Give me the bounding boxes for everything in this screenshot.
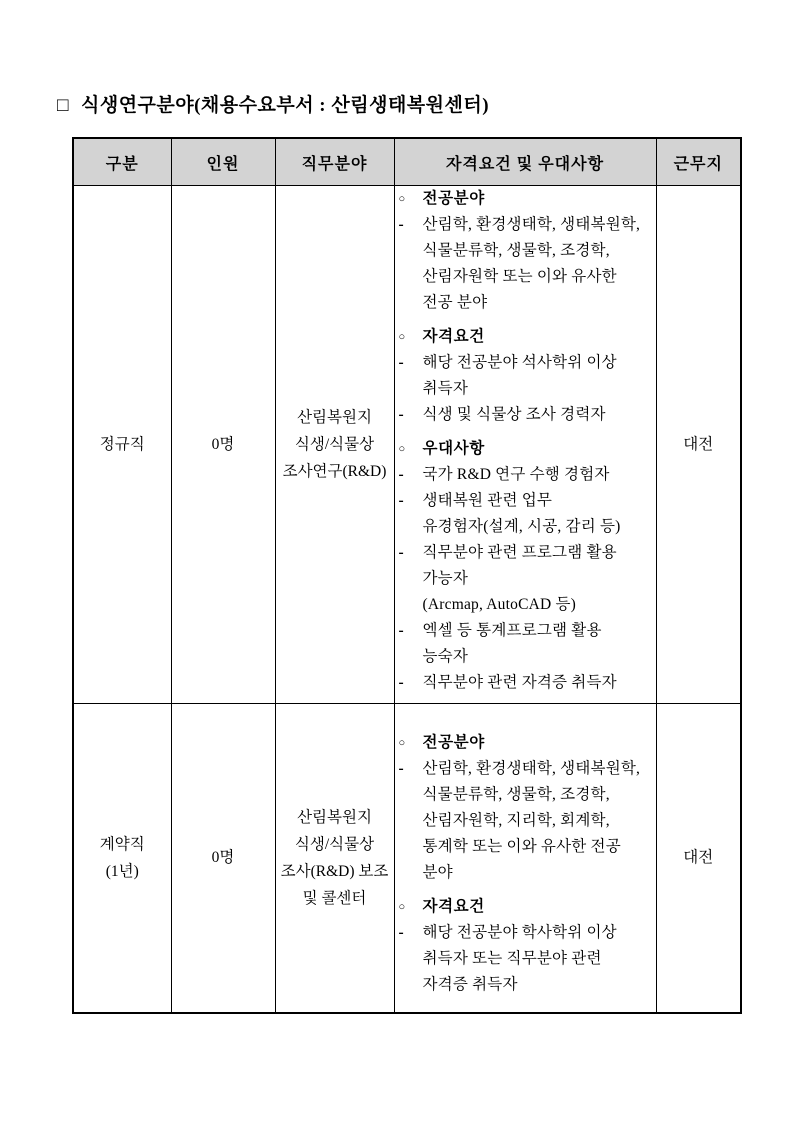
col-header-headcount: 인원 [171, 138, 275, 186]
qual-continuation-line: 전공 분야 [422, 294, 488, 311]
job-field-line: 산림복원지 [297, 808, 372, 826]
job-field-line: 및 콜센터 [302, 889, 367, 907]
qual-continuation-line: 가능자 [422, 570, 469, 587]
qual-section-heading: ○ 전공분야 [395, 186, 656, 212]
col-header-location: 근무지 [656, 138, 741, 186]
section-title [57, 90, 489, 117]
job-field-cell [275, 704, 394, 1013]
dash-bullet-icon: - [398, 924, 404, 941]
qual-continuation-line: (Arcmap, AutoCAD 등) [422, 596, 577, 613]
qualifications-cell [394, 704, 656, 1013]
dash-bullet-icon: - [398, 354, 404, 371]
qualifications-cell [394, 186, 656, 704]
qual-continuation-line: 취득자 [422, 380, 469, 397]
qual-continuation-line: 취득자 또는 직무분야 관련 [422, 950, 602, 967]
qual-continuation-line: 자격증 취득자 [422, 976, 518, 993]
headcount-cell [171, 704, 275, 1013]
job-field-line: 산림복원지 [297, 409, 372, 426]
qual-bullet-line: - 산림학, 환경생태학, 생태복원학, [395, 756, 656, 782]
dash-bullet-icon: - [398, 492, 404, 509]
col-header-job-field: 직무분야 [275, 138, 394, 186]
headcount-cell [171, 186, 275, 704]
location-cell [656, 186, 741, 704]
qual-continuation-line: 식물분류학, 생물학, 조경학, [422, 786, 610, 803]
col-header-qualifications: 자격요건 및 우대사항 [394, 138, 656, 186]
dash-bullet-icon: - [398, 406, 404, 423]
category-cell [73, 186, 171, 704]
qual-continuation-line: 분야 [422, 864, 453, 881]
qual-bullet-line: - 직무분야 관련 자격증 취득자 [395, 670, 656, 696]
job-field-line: 식생/식물상 [294, 436, 375, 453]
qual-bullet-line: - 해당 전공분야 학사학위 이상 [395, 920, 656, 946]
qual-continuation-line: 통계학 또는 이와 유사한 전공 [422, 838, 621, 855]
dash-bullet-icon: - [398, 674, 404, 691]
dash-bullet-icon: - [398, 622, 404, 639]
qual-section-heading: ○ 전공분야 [395, 730, 656, 756]
circle-bullet-icon: ○ [398, 443, 406, 455]
headcount-text: 0명 [211, 849, 235, 867]
qual-bullet-line: - 해당 전공분야 석사학위 이상 [395, 350, 656, 376]
qual-bullet-line: - 엑셀 등 통계프로그램 활용 [395, 618, 656, 644]
qual-bullet-line: - 식생 및 식물상 조사 경력자 [395, 402, 656, 428]
category-text: 정규직 [99, 436, 145, 453]
qual-bullet-line: - 산림학, 환경생태학, 생태복원학, [395, 212, 656, 238]
circle-bullet-icon: ○ [398, 193, 406, 205]
location-text: 대전 [683, 436, 714, 453]
table-row-regular-position [73, 186, 741, 704]
qual-section-heading: ○ 우대사항 [395, 436, 656, 462]
circle-bullet-icon: ○ [398, 331, 406, 343]
headcount-text: 0명 [211, 436, 235, 453]
qual-section-heading: ○ 자격요건 [395, 894, 656, 920]
dash-bullet-icon: - [398, 216, 404, 233]
qual-continuation-line: 능숙자 [422, 648, 469, 665]
dash-bullet-icon: - [398, 760, 404, 777]
category-subtext: (1년) [105, 862, 139, 880]
dash-bullet-icon: - [398, 466, 404, 483]
category-cell [73, 704, 171, 1013]
recruitment-table [72, 137, 742, 1014]
job-field-cell [275, 186, 394, 704]
table-row-contract-position [73, 704, 741, 1013]
table-header-row [73, 138, 741, 186]
qual-bullet-line: - 직무분야 관련 프로그램 활용 [395, 540, 656, 566]
square-bullet-icon: □ [57, 95, 69, 116]
job-field-line: 조사연구(R&D) [282, 463, 387, 480]
dash-bullet-icon: - [398, 544, 404, 561]
qual-continuation-line: 식물분류학, 생물학, 조경학, [422, 242, 610, 259]
section-title-text: 식생연구분야(채용수요부서 : 산림생태복원센터) [80, 95, 490, 116]
qual-section-heading: ○ 자격요건 [395, 324, 656, 350]
location-text: 대전 [683, 849, 714, 867]
qual-continuation-line: 유경험자(설계, 시공, 감리 등) [422, 518, 621, 535]
job-field-line: 식생/식물상 [294, 835, 375, 853]
qual-continuation-line: 산림자원학 또는 이와 유사한 [422, 268, 617, 285]
qual-continuation-line: 산림자원학, 지리학, 회계학, [422, 812, 610, 829]
category-text: 계약직 [99, 835, 145, 853]
job-field-line: 조사(R&D) 보조 [280, 862, 389, 880]
circle-bullet-icon: ○ [398, 737, 406, 749]
qual-bullet-line: - 생태복원 관련 업무 [395, 488, 656, 514]
location-cell [656, 704, 741, 1013]
circle-bullet-icon: ○ [398, 901, 406, 913]
qual-bullet-line: - 국가 R&D 연구 수행 경험자 [395, 462, 656, 488]
col-header-category: 구분 [73, 138, 171, 186]
